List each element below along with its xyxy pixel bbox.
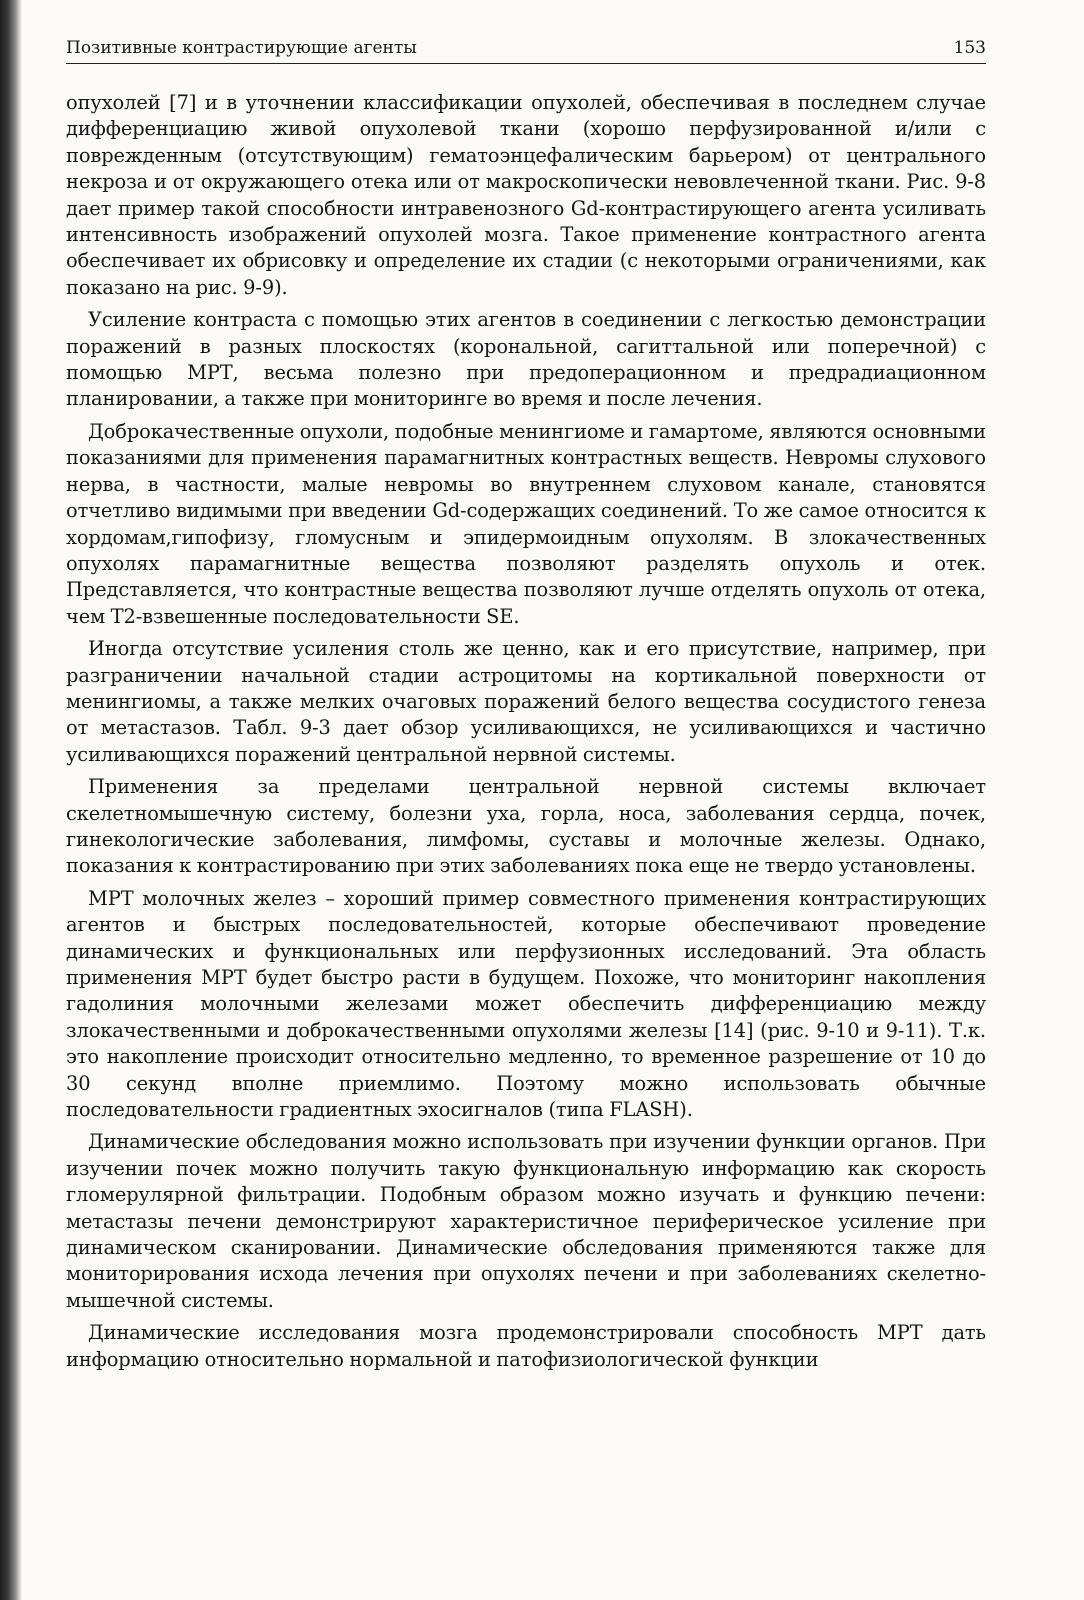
page-number: 153 [953, 38, 986, 58]
binding-shadow [0, 0, 22, 1600]
paragraph-8: Динамические исследования мозга продемонстрировали способность МРТ дать информацию относительно нормальной и патофизиологической функции [66, 1321, 986, 1371]
paragraph-4: Иногда отсутствие усиления столь же ценно, как и его присутствие, например, при разграничении начальной стадии астроцитомы на кортикальной поверхности от менингиомы, а также мелких очаговых поражений белого вещества сосудистого генеза от метастазов. Табл. 9-3 дает обзор усиливающихся, не усиливающихся и частично усиливающихся поражений центральной нервной системы. [66, 637, 986, 766]
paragraph-2: Усиление контраста с помощью этих агентов в соединении с легкостью демонстрации поражений в разных плоскостях (корональной, сагиттальной или поперечной) с помощью МРТ, весьма полезно при предоперационном и предрадиационном планировании, а также при мониторинге во время и после лечения. [66, 308, 986, 411]
chapter-title: Позитивные контрастирующие агенты [66, 38, 417, 58]
paragraph-7: Динамические обследования можно использовать при изучении функции органов. При изучении почек можно получить такую функциональную информацию как скорость гломерулярной фильтрации. Подобным образом можно изучать и функцию печени: метастазы печени демонстрируют характеристичное периферическое усиление при динамическом сканировании. Динамические обследования применяются также для мониторирования исхода лечения при опухолях печени и при заболеваниях скелетно-мышечной системы. [66, 1130, 986, 1312]
paragraph-6: МРТ молочных желез – хороший пример совместного применения контрастирующих агентов и быстрых последовательностей, которые обеспечивают проведение динамических и функциональных или перфузионных исследований. Эта область применения МРТ будет быстро расти в будущем. Похоже, что мониторинг накопления гадолиния молочными железами может обеспечить дифференциацию между злокачественными и доброкачественными опухолями железы [14] (рис. 9-10 и 9-11). Т.к. это накопление происходит относительно медленно, то временное разрешение от 10 до 30 секунд вполне приемлимо. Поэтому можно использовать обычные последовательности градиентных эхосигналов (типа FLASH). [66, 886, 986, 1122]
paragraph-3: Доброкачественные опухоли, подобные менингиоме и гамартоме, являются основными показаниями для применения парамагнитных контрастных веществ. Невромы слухового нерва, в частности, малые невромы во внутреннем слуховом канале, становятся отчетливо видимыми при введении Gd-содержащих соединений. То же самое относится к хордомам,гипофизу, гломусным и эпидермоидным опухолям. В злокачественных опухолях парамагнитные вещества позволяют разделять опухоль и отек. Представляется, что контрастные вещества позволяют лучше отделять опухоль от отека, чем Т2-взвешенные последовательности SE. [66, 419, 986, 628]
book-page [66, 38, 986, 1379]
paragraph-1: опухолей [7] и в уточнении классификации опухолей, обеспечивая в последнем случае дифференциацию живой опухолевой ткани (хорошо перфузированной и/или с поврежденным (отсутствующим) гематоэнцефалическим барьером) от центрального некроза и от окружающего отека или от макроскопически невовлеченной ткани. Рис. 9-8 дает пример такой способности интравенозного Gd-контрастирующего агента усиливать интенсивность изображений опухолей мозга. Такое применение контрастного агента обеспечивает их обрисовку и определение их стадии (с некоторыми ограничениями, как показано на рис. 9-9). [66, 91, 986, 299]
paragraph-5: Применения за пределами центральной нервной системы включает скелетномышечную систему, болезни уха, горла, носа, заболевания сердца, почек, гинекологические заболевания, лимфомы, суставы и молочные железы. Однако, показания к контрастированию при этих заболеваниях пока еще не твердо установлены. [66, 775, 986, 878]
running-header [66, 38, 986, 64]
body-text [66, 90, 986, 1373]
